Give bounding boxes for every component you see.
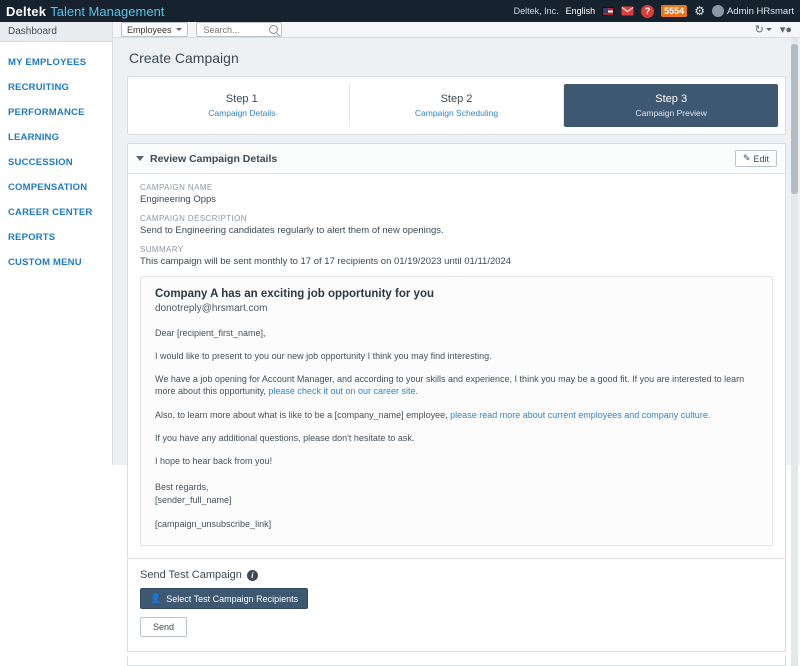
review-panel-header: [128, 144, 785, 174]
pin-icon[interactable]: ▾●: [779, 24, 792, 36]
review-campaign-panel: [127, 143, 786, 559]
step-3-number: Step 3: [655, 93, 688, 105]
sidebar-item-succession[interactable]: SUCCESSION: [8, 157, 73, 168]
chevron-down-icon: [176, 28, 182, 31]
chevron-down-icon[interactable]: [136, 156, 144, 161]
summary-value: This campaign will be sent monthly to 17 of 17 recipients on 01/19/2023 until 01/11/2024: [140, 256, 512, 267]
select-test-campaign-recipients-button[interactable]: [140, 588, 308, 609]
review-panel-body: [128, 174, 785, 558]
search-input[interactable]: [202, 24, 269, 36]
campaign-name-value: Engineering Opps: [140, 194, 217, 205]
context-toolbar: [113, 22, 800, 38]
sidebar-item-recruiting[interactable]: RECRUITING: [8, 82, 70, 93]
email-signature-line-2: [sender_full_name]: [155, 495, 232, 506]
avatar-icon: [712, 5, 724, 17]
send-test-header: [140, 569, 773, 581]
send-test-title: Send Test Campaign: [140, 569, 242, 582]
info-icon[interactable]: i: [247, 570, 258, 581]
tenant-label: Deltek, Inc.: [513, 6, 559, 16]
sidebar-item-reports[interactable]: REPORTS: [8, 232, 56, 243]
email-greeting: Dear [recipient_first_name],: [155, 328, 266, 338]
campaign-description-label: CAMPAIGN DESCRIPTION: [140, 214, 247, 223]
field-summary: [140, 245, 773, 267]
brand-primary-text: Deltek: [6, 3, 47, 19]
us-flag-icon[interactable]: [602, 7, 614, 16]
email-from-address: donotreply@hrsmart.com: [155, 303, 268, 314]
content-scroll-area: [113, 38, 800, 666]
sidebar-item-custom-menu[interactable]: CUSTOM MENU: [8, 257, 82, 268]
field-campaign-name: [140, 183, 773, 205]
step-3-campaign-preview[interactable]: [564, 84, 778, 127]
message-icon[interactable]: [621, 6, 634, 16]
email-paragraph-2: [155, 373, 758, 397]
send-button[interactable]: Send: [140, 617, 187, 637]
email-unsubscribe-token: [campaign_unsubscribe_link]: [155, 519, 272, 530]
email-preview: [140, 276, 773, 546]
content-scrollbar[interactable]: [791, 38, 798, 666]
email-body: [155, 327, 758, 467]
edit-button-label: Edit: [753, 153, 769, 164]
brand-logo[interactable]: [6, 4, 164, 19]
pencil-icon: ✎: [742, 153, 751, 163]
sidebar-item-career-center[interactable]: CAREER CENTER: [8, 207, 93, 218]
language-selector[interactable]: English: [565, 6, 596, 16]
campaign-description-value: Send to Engineering candidates regularly to alert them of new openings.: [140, 225, 444, 236]
search-icon[interactable]: [269, 25, 278, 34]
edit-button[interactable]: [735, 150, 777, 167]
email-paragraph-2-text: We have a job opening for Account Manager, and according to your skills and experience, I think you may be a good fit. If you are interested to learn more about this opportunity, please check it out on our career site.: [155, 374, 745, 397]
sidebar-nav: [0, 42, 112, 275]
email-signature-line-1: Best regards,: [155, 481, 209, 492]
campaign-name-label: CAMPAIGN NAME: [140, 183, 213, 192]
content-scrollbar-thumb[interactable]: [791, 44, 798, 194]
review-panel-title: Review Campaign Details: [150, 152, 278, 165]
step-1-label: Campaign Details: [208, 108, 276, 118]
email-paragraph-5: I hope to hear back from you!: [155, 455, 273, 466]
campaign-stepper: [127, 76, 786, 135]
person-icon: 👤: [150, 593, 162, 604]
email-signature: [155, 481, 758, 507]
field-campaign-description: [140, 214, 773, 236]
top-bar: [0, 0, 800, 22]
select-recipients-label: Select Test Campaign Recipients: [166, 593, 299, 604]
search-box[interactable]: [196, 22, 282, 37]
app-shell: [0, 22, 800, 633]
sidebar-item-dashboard[interactable]: [0, 22, 112, 42]
sidebar-item-compensation[interactable]: COMPENSATION: [8, 182, 88, 193]
step-1-number: Step 1: [225, 93, 258, 105]
sidebar-item-performance[interactable]: PERFORMANCE: [8, 107, 85, 118]
context-selector-dropdown[interactable]: [121, 22, 188, 37]
dashboard-label: Dashboard: [8, 26, 57, 37]
help-icon[interactable]: ?: [641, 5, 654, 18]
step-2-label: Campaign Scheduling: [414, 108, 499, 118]
user-menu[interactable]: [712, 5, 794, 17]
context-selector-label: Employees: [127, 24, 172, 35]
gear-icon[interactable]: ⚙: [694, 4, 705, 18]
step-3-label: Campaign Preview: [635, 108, 707, 118]
user-name-label: Admin HRsmart: [726, 5, 794, 17]
sidebar: [0, 22, 113, 465]
summary-label: SUMMARY: [140, 245, 184, 254]
email-paragraph-1: I would like to present to you our new job opportunity I think you may find interesting.: [155, 351, 492, 362]
brand-secondary-text: Talent Management: [50, 3, 165, 19]
alert-count-badge[interactable]: 5554: [661, 5, 687, 17]
history-icon[interactable]: ↻: [755, 23, 772, 36]
step-2-campaign-scheduling[interactable]: [350, 84, 565, 127]
main-area: [113, 22, 800, 633]
email-subject: Company A has an exciting job opportunity for you: [155, 288, 434, 300]
email-paragraph-3: [155, 409, 758, 421]
email-paragraph-3-text: Also, to learn more about what is like to be a [company_name] employee, please read more about current employees and company culture.: [155, 409, 711, 420]
page-title: Create Campaign: [129, 50, 239, 66]
sidebar-item-my-employees[interactable]: MY EMPLOYEES: [8, 57, 87, 68]
email-inline-link[interactable]: please read more about current employees and company culture: [450, 409, 708, 420]
step-2-number: Step 2: [440, 93, 473, 105]
sidebar-item-learning[interactable]: LEARNING: [8, 132, 60, 143]
topbar-actions: [514, 4, 794, 18]
send-test-campaign-section: [127, 559, 786, 652]
email-paragraph-4: If you have any additional questions, please don't hesitate to ask.: [155, 432, 415, 443]
content-bottom-strip: [127, 656, 786, 666]
step-1-campaign-details[interactable]: [135, 84, 350, 127]
email-inline-link[interactable]: please check it out on our career site: [268, 386, 416, 397]
